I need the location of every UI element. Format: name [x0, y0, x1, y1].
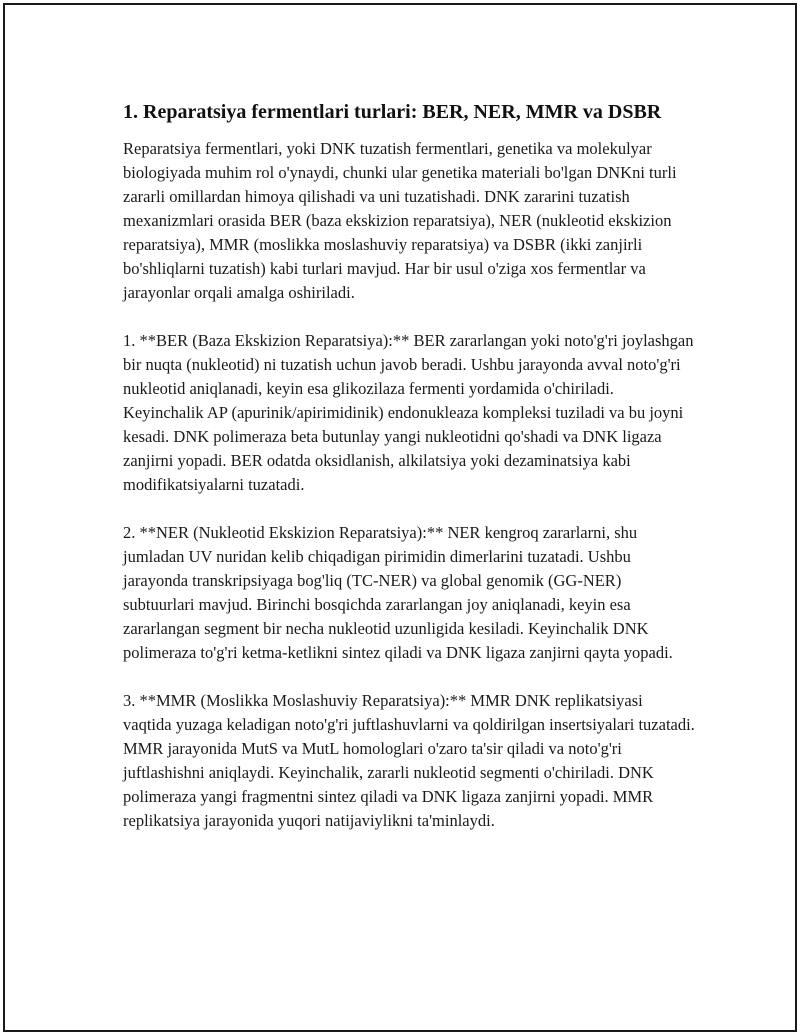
ber-paragraph: 1. **BER (Baza Ekskizion Reparatsiya):** BER zararlangan yoki noto'g'ri joylashgan bir nuqta (nukleotid) ni tuzatish uchun javob beradi. Ushbu jarayonda avval noto'g'ri nukleotid aniqlanadi, keyin esa glikozilaza fermenti yordamida o'chiriladi. Keyinchalik AP (apurinik/apirimidinik) endonukleaza kompleksi tuziladi va bu joyni kesadi. DNK polimeraza beta butunlay yangi nukleotidni qo'shadi va DNK ligaza zanjirni yopadi. BER odatda oksidlanish, alkilatsiya yoki dezaminatsiya kabi modifikatsiyalarni tuzatadi. [123, 331, 694, 494]
section-heading: 1. Reparatsiya fermentlari turlari: BER, NER, MMR va DSBR [123, 101, 662, 123]
ner-paragraph: 2. **NER (Nukleotid Ekskizion Reparatsiya):** NER kengroq zararlarni, shu jumladan UV nuridan kelib chiqadigan pirimidin dimerlarini tuzatadi. Ushbu jarayonda transkripsiyaga bog'liq (TC-NER) va global genomik (GG-NER) subtuurlari mavjud. Birinchi bosqichda zararlangan joy aniqlanadi, keyin esa zararlangan segment bir necha nukleotid uzunligida kesiladi. Keyinchalik DNK polimeraza to'g'ri ketma-ketlikni sintez qiladi va DNK ligaza zanjirni qayta yopadi. [123, 523, 673, 662]
intro-paragraph: Reparatsiya fermentlari, yoki DNK tuzatish fermentlari, genetika va molekulyar biologiyada muhim rol o'ynaydi, chunki ular genetika materiali bo'lgan DNKni turli zararli omillardan himoya qilishadi va uni tuzatishadi. DNK zararini tuzatish mexanizmlari orasida BER (baza ekskizion reparatsiya), NER (nukleotid ekskizion reparatsiya), MMR (moslikka moslashuviy reparatsiya) va DSBR (ikki zanjirli bo'shliqlarni tuzatish) kabi turlari mavjud. Har bir usul o'ziga xos fermentlar va jarayonlar orqali amalga oshiriladi. [123, 139, 677, 302]
mmr-paragraph: 3. **MMR (Moslikka Moslashuviy Reparatsiya):** MMR DNK replikatsiyasi vaqtida yuzaga keladigan noto'g'ri juftlashuvlarni va qoldirilgan insertsiyalari tuzatadi. MMR jarayonida MutS va MutL homologlari o'zaro ta'sir qiladi va noto'g'ri juftlashishni aniqlaydi. Keyinchalik, zararli nukleotid segmenti o'chiriladi. DNK polimeraza yangi fragmentni sintez qiladi va DNK ligaza zanjirni yopadi. MMR replikatsiya jarayonida yuqori natijaviylikni ta'minlaydi. [123, 691, 695, 830]
document-body [123, 99, 695, 857]
page-frame [3, 3, 797, 1032]
